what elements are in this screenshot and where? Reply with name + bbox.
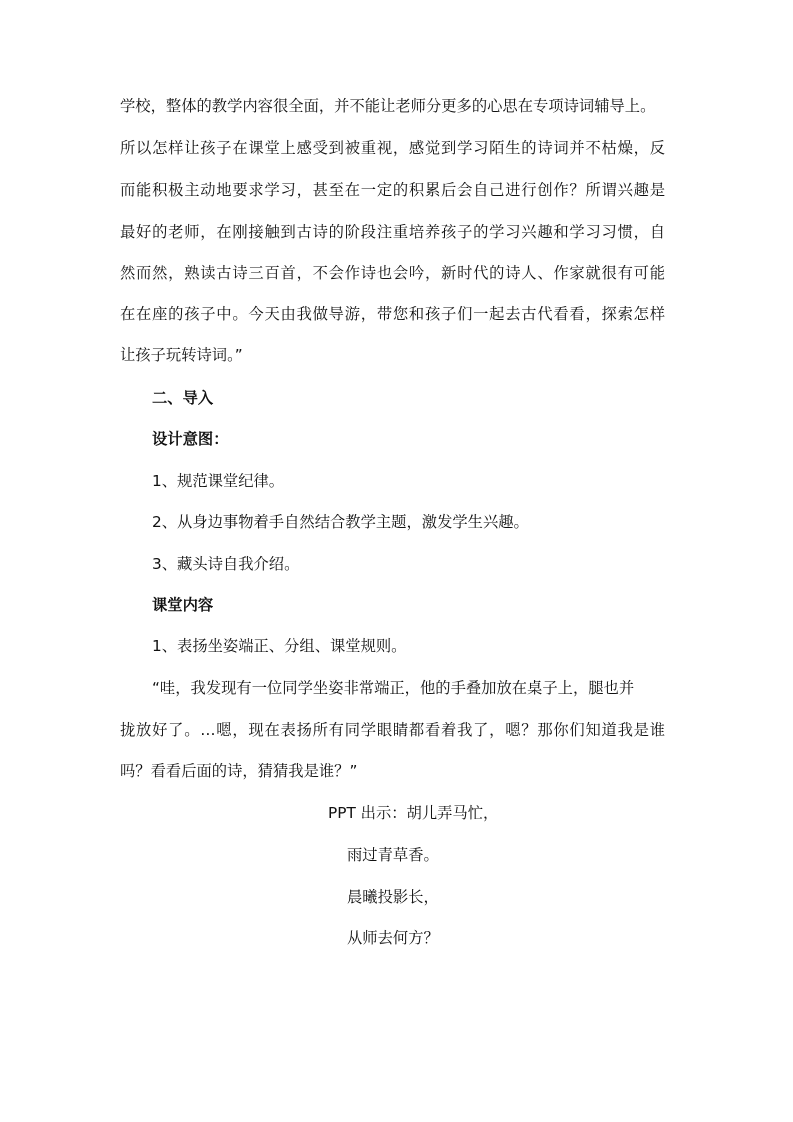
- quote-line-3: 吗？看看后面的诗，猜猜我是谁？”: [120, 762, 358, 780]
- intro-line-6: 在在座的孩子中。今天由我做导游，带您和孩子们一起去古代看看，探索怎样: [120, 305, 665, 323]
- intro-line-7: 让孩子玩转诗词。”: [120, 346, 243, 364]
- section-heading: 二、导入: [152, 389, 214, 407]
- design-intent-item-2: 2、从身边事物着手自然结合教学主题，激发学生兴趣。: [152, 513, 529, 531]
- design-intent-item-1: 1、规范课堂纪律。: [152, 472, 285, 490]
- intro-line-2: 所以怎样让孩子在课堂上感受到被重视，感觉到学习陌生的诗词并不枯燥，反: [120, 139, 665, 157]
- intro-line-4: 最好的老师，在刚接触到古诗的阶段注重培养孩子的学习兴趣和学习习惯，自: [120, 223, 665, 241]
- design-intent-heading: 设计意图：: [152, 430, 229, 448]
- quote-line-2: 拢放好了。…嗯，现在表扬所有同学眼睛都看着我了，嗯？那你们知道我是谁: [120, 721, 665, 739]
- class-content-item-1: 1、表扬坐姿端正、分组、课堂规则。: [152, 637, 407, 655]
- poem-line-2: 雨过青草香。: [347, 846, 439, 864]
- class-content-heading: 课堂内容: [152, 596, 214, 614]
- poem-line-4: 从师去何方？: [347, 929, 439, 947]
- intro-line-3: 而能积极主动地要求学习，甚至在一定的积累后会自己进行创作？所谓兴趣是: [120, 181, 665, 199]
- poem-line-3: 晨曦投影长，: [347, 888, 439, 906]
- intro-line-5: 然而然，熟读古诗三百首，不会作诗也会吟，新时代的诗人、作家就很有可能: [120, 264, 665, 282]
- quote-line-1: “哇，我发现有一位同学坐姿非常端正，他的手叠加放在桌子上，腿也并: [152, 679, 635, 697]
- design-intent-item-3: 3、藏头诗自我介绍。: [152, 555, 300, 573]
- intro-line-1: 学校，整体的教学内容很全面，并不能让老师分更多的心思在专项诗词辅导上。: [120, 97, 656, 115]
- poem-line-1: PPT 出示：胡儿弄马忙，: [328, 804, 499, 822]
